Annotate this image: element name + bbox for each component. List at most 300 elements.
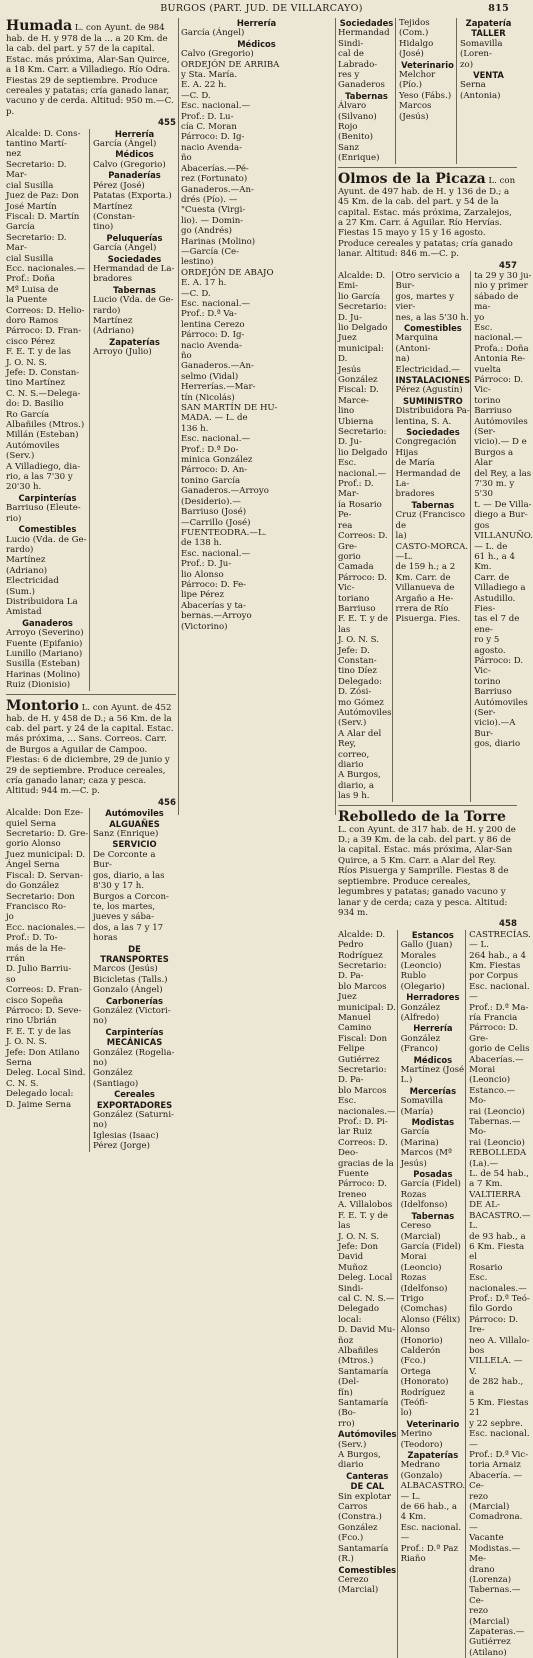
listing-line: F. E. T. y de las — [338, 1210, 388, 1232]
listing-line: Abacerías.—Pé- — [181, 163, 249, 174]
listing-line: Párroco: D. Seve- — [6, 1005, 82, 1016]
listing-line: tantino Martí- — [6, 139, 67, 150]
listing-line: Párroco: D. Ire- — [469, 1314, 518, 1336]
listing-line: García (Marina) — [400, 1127, 439, 1148]
listing-line: Prof.: D. Lu- — [181, 111, 234, 122]
listing-line: Cerezo (Marcial) — [338, 1574, 379, 1596]
listing-line: fín) — [338, 1387, 353, 1398]
listing-line: blo Marcos — [338, 981, 387, 992]
listing-line: Calvo (Gregorio) — [93, 159, 166, 170]
listing-line: 20'30 h. — [6, 482, 42, 493]
listing-line: Profa.: Doña — [474, 343, 529, 354]
listing-line: Martínez (Constan- — [93, 201, 136, 222]
listing-line: más de la He- — [6, 943, 66, 954]
listing-line: Delegado local: — [6, 1089, 74, 1100]
listing-line: Antonia Re- — [474, 354, 526, 365]
listing-line: Arroyo (Julio) — [93, 347, 152, 358]
listing-line: Tabernas — [411, 499, 455, 510]
listing-line: J. O. N. S. — [6, 1037, 47, 1048]
listing-line: Ortega (Honorato) — [400, 1366, 449, 1388]
listing-line: Manuel Camino — [338, 1012, 372, 1034]
listing-line: Trigo (Comchas) — [400, 1293, 448, 1315]
listing-line: (Serv.) — [338, 1439, 367, 1450]
listing-line: no) — [93, 1120, 108, 1131]
listing-line: E. A. 22 h. — [181, 80, 227, 91]
listing-line: Susilla (Esteban) — [6, 659, 81, 670]
listing-line: lo) — [400, 1408, 412, 1419]
listing-line: rio, a las 7'30 y — [6, 472, 73, 483]
listing-line: García (Ángel) — [181, 28, 245, 39]
page-header — [0, 3, 523, 17]
listing-line: Gallo (Juan) — [400, 940, 453, 951]
listing-line: cal C. N. S.— — [338, 1293, 395, 1304]
listing-line: Esc. nacional.— — [181, 298, 251, 309]
listing-line: Estanco.— Mo- — [469, 1085, 516, 1107]
listing-line: a 7 Km. — [469, 1179, 503, 1190]
listing-line: cal de Labrado- — [338, 49, 378, 70]
listing-line: Esc. nacional.— — [181, 548, 251, 559]
listing-line: Secretario: D. Gre- — [6, 829, 89, 840]
listing-line: SERVICIO — [112, 839, 157, 850]
listing-line: rezo (Marcial) — [469, 1491, 510, 1513]
listing-line: minica González — [181, 455, 253, 466]
listing-line: do: D. Basilio — [6, 399, 64, 410]
listing-line: no) — [93, 1016, 108, 1027]
listing-line: Prof.: D.ª Do- — [181, 444, 239, 455]
listing-line: Serna (Antonia) — [460, 80, 501, 101]
listing-line: García — [6, 222, 35, 233]
listing-line: drés (Pío). — — [181, 194, 238, 205]
listing-line: A. Villalobos — [338, 1200, 393, 1211]
listing-line: D. Julio Barriu- — [6, 964, 72, 975]
listing-line: Sanz (Enrique) — [93, 829, 159, 840]
listing-line: Correos: D. Deo- — [338, 1137, 388, 1159]
listing-line: toriano Barriuso — [338, 593, 376, 614]
listing-line: Prof.: D. To- — [6, 933, 58, 944]
listing-line: Alonso (Honorio) — [400, 1325, 443, 1346]
listing-line: García (Ángel) — [93, 139, 157, 150]
listing-line: Santamaría (Bo- — [338, 1398, 389, 1419]
listing-line: gorio Camada — [338, 551, 374, 573]
listing-line: lino Ubierna — [338, 406, 374, 427]
listing-line: Lucio (Vda. de Ge- — [6, 534, 87, 545]
listing-line: Santamaría (Del- — [338, 1366, 389, 1388]
listing-line: Electricidad (Sum.) — [6, 576, 59, 597]
listing-line: Zapaterías — [109, 336, 160, 347]
listing-line: gorio de Celis — [469, 1044, 530, 1055]
listing-line: Rozas (Idelfonso) — [400, 1189, 448, 1211]
listing-line: Carbonerías — [106, 995, 163, 1006]
listing-line: nez — [6, 149, 22, 160]
listing-line: Martínez (José L.) — [400, 1065, 465, 1086]
listing-line: SAN MARTÍN DE HU- — [181, 403, 278, 414]
listing-line: 136 h. — [181, 423, 209, 434]
listing-line: correo, diario — [338, 749, 370, 771]
listing-line: gos, martes y vier- — [395, 291, 455, 313]
listing-line: 8'30 y 17 h. — [93, 881, 145, 892]
listing-left — [6, 129, 89, 691]
listing-line: Ganaderos.—An- — [181, 361, 254, 372]
listing-line: blo Marcos — [338, 1085, 387, 1096]
listing-line: Iglesias (Isaac) — [93, 1130, 159, 1141]
listing-line: rai (Leoncio) — [469, 1106, 525, 1117]
listing-line: Rublo (Olegario) — [400, 971, 445, 992]
listing-line: VILLANUÑO.— L. de — [474, 531, 533, 552]
listing-line: C. N. S.—Delega- — [6, 388, 81, 399]
listing-line: Marcos (Mª Jesús) — [400, 1148, 452, 1169]
listing-line: Cruz (Francisco de — [395, 510, 466, 531]
listing-line: lipe Pérez — [181, 590, 225, 601]
listing-line: rai (Leoncio) — [469, 1137, 525, 1148]
listing-line: Yeso (Fábs.) — [399, 90, 452, 101]
listing-line: Comestibles — [338, 1564, 397, 1575]
listing-line: Millán (Esteban) — [6, 430, 79, 441]
listing-line: ría Francia — [469, 1012, 518, 1023]
listing-line: cisco Pérez — [6, 336, 55, 347]
listing-line: ta 29 y 30 ju- — [474, 270, 532, 281]
listing-line: VENTA — [473, 70, 504, 81]
listing-line: Tabernas — [345, 90, 388, 101]
listing-line: Autómoviles — [338, 1429, 397, 1440]
town-description: L. con Ayunt. de 497 hab. de H. y 136 de D.; a 45 Km. de la cab. del part. y 54 de la capital. Estac. más próxima, Zarzalejos, a 27 Km. Carr. á Aguilar. Río Hervías. Fiestas 15 mayo y 15 y 16 agosto. Produce cereales y patatas; cría ganado lanar. Altitud: 846 m.—C. p. — [338, 175, 516, 260]
listing-line: Secretario: D. Ju- — [338, 427, 387, 448]
listing-line: Cereso (Marcial) — [400, 1221, 441, 1242]
listing-line: Hidalgo (José) — [399, 38, 434, 60]
town-description: L. con Ayunt. de 984 hab. de H. y 978 de la ... a 20 Km. de la cab. del part. y 57 de la capital. Estac. más próxima, Alar-San Quirce, a 18 Km. Carr. a Villadiego. Río Odra. Fiestas 29 de septiembre. Produce cereales y patatas; cría ganado lanar, vacuno y de cerda. Altitud: 950 m.—C. p. — [6, 23, 174, 117]
listing-line: A Villadiego, dia- — [6, 461, 81, 472]
listing-line: Alcalde: Don Eze- — [6, 808, 83, 819]
listing-line: Correos: D. Gre- — [338, 531, 388, 552]
listing-line: lio Delgado — [338, 322, 388, 333]
listing-line: na) — [395, 354, 410, 365]
listing-line: Párroco: D. Ireneo — [338, 1179, 387, 1200]
listing-line: Secretario: D. Ju- — [338, 302, 387, 323]
listing-line: yo — [474, 312, 485, 323]
listing-line: Sociedades — [107, 253, 162, 264]
listing-line: la) — [395, 531, 407, 542]
listing-line: tas el 7 de ene- — [474, 614, 520, 635]
listing-line: so — [6, 974, 16, 985]
listing-line: jo — [6, 912, 14, 923]
listing-line: Mercerías — [409, 1085, 457, 1096]
listing-line: Patatas (Exporta.) — [93, 191, 172, 202]
listing-line: García (Fidel) — [400, 1179, 461, 1190]
listing-line: Carr. de — [474, 572, 510, 583]
listing-line: Autómoviles — [105, 808, 164, 819]
listing-line: Panaderías — [108, 170, 161, 181]
listing-line: Riaño — [400, 1554, 426, 1565]
listing-line: Rodríguez — [338, 950, 383, 961]
listing-line: rio) — [6, 513, 22, 524]
listing-line: selmo (Vidal) — [181, 371, 239, 382]
listing-line: Harinas (Molino) — [6, 669, 81, 680]
listing-line: de 66 hab., a — [400, 1502, 458, 1513]
listing-line: Barriuso (Eleute- — [6, 503, 81, 514]
listing-line: MECÁNICAS — [106, 1037, 163, 1048]
listing-line: F. E. T. y de las — [6, 347, 71, 358]
listing-line: Alcalde: D. Emi- — [338, 270, 386, 292]
column-middle — [181, 18, 332, 815]
listing-line: C. N. S. — [6, 1078, 39, 1089]
listing-line: Fuente (Epifanio) — [6, 638, 83, 649]
listing-line: gracias de la — [338, 1158, 394, 1169]
listing-line: ñoz — [338, 1335, 354, 1346]
listing-line: Rosario — [469, 1262, 503, 1273]
listing-line: SUMINISTRO — [403, 395, 463, 406]
listing-line: —C. D. — [181, 90, 211, 101]
listing-line: García (Ángel) — [93, 243, 157, 254]
listing-line: Lunillo (Mariano) — [6, 648, 83, 659]
listing-line: Juez municipal: D. — [6, 849, 86, 860]
listing-line: go (Andrés) — [181, 226, 232, 237]
listing-line: mo Gómez — [338, 697, 384, 708]
listing-line: TALLER — [471, 28, 506, 39]
listing-line: Fuente — [338, 1169, 369, 1180]
listing-line: de 93 hab., a — [469, 1231, 526, 1242]
listing-line: las 9 h. — [338, 791, 370, 802]
listing-line: bernas.—Arroyo — [181, 611, 252, 622]
listing-line: —C. D. — [181, 288, 211, 299]
listing-line: Albañiles (Mtros.) — [338, 1345, 379, 1367]
listing-line: Secretario: D. Mar- — [6, 159, 67, 181]
listing-line: González (Fco.) — [338, 1522, 378, 1544]
listing-line: Electricidad.— — [395, 364, 460, 375]
listing-line: L. de 54 hab., — [469, 1169, 529, 1180]
listing-line: Jefe: D. Constan- — [338, 645, 377, 666]
listing-line: Gonzalo (Ángel) — [93, 985, 163, 996]
listing-line: E. A. 17 h. — [181, 278, 227, 289]
listing-line: Esc. nacional.— — [400, 1522, 462, 1544]
listing-line: Congregación Hijas — [395, 437, 457, 458]
listing-line: Párroco: D. Vic- — [474, 655, 524, 677]
listing-line: Pérez (Agustín) — [395, 385, 463, 396]
listing-line: torino Barriuso — [474, 395, 512, 417]
listing-line: J. O. N. S. — [338, 635, 379, 646]
listing-line: Esc. nacionales.— — [338, 1096, 396, 1117]
listing-line: rez (Fortunato) — [181, 174, 248, 185]
listing-line: Ro García — [6, 409, 50, 420]
listing-line: A Alar del Rey, — [338, 728, 382, 750]
listing-line: Albañiles (Mtros.) — [6, 420, 85, 431]
listing-top-right — [456, 18, 517, 164]
listing-line: rro) — [338, 1418, 355, 1429]
listing-line: tín (Nicolás) — [181, 392, 235, 403]
page-number: 815 — [488, 3, 509, 14]
listing-line: BACASTRO.—L. — [469, 1210, 531, 1232]
listing-line: Zapaterías — [407, 1450, 459, 1461]
listing-line: García (Fidel) — [400, 1241, 461, 1252]
listing-line: ño — [181, 351, 192, 361]
listing-line: Fiscal: D. Martín — [6, 211, 80, 222]
listing-line: Prof.: D.ª Teó- — [469, 1293, 530, 1304]
listing-line: Sanz (Enrique) — [338, 142, 380, 164]
listing-line: Correos: D. Helio- — [6, 305, 85, 316]
listing-left — [338, 271, 392, 802]
listing-line: Delegado: D. Zósi- — [338, 676, 383, 698]
listing-line: Herrerías.—Mar- — [181, 382, 256, 393]
listing-line: cial Susilla — [6, 253, 54, 264]
listing-line: Prof.: D. Ju- — [181, 559, 232, 570]
listing-line: CASTRECÍAS. — L. — [469, 929, 531, 951]
listing-line: Rozas (Idelfonso) — [400, 1273, 448, 1294]
listing-line: Prof.: Doña — [6, 274, 56, 285]
column-left — [6, 18, 176, 1152]
listing-line: Abacerías y ta- — [181, 600, 246, 611]
listing-line: González (Victori- — [93, 1005, 171, 1016]
listing-line: Juez municipal: D. — [338, 992, 396, 1013]
listing-line: Párroco: D. Fe- — [181, 579, 247, 590]
listing-line: Fiscal: D. Servan- — [6, 870, 83, 881]
listing-line: Esc. nacional.— — [338, 458, 387, 479]
listing-line: González (Franco) — [400, 1033, 441, 1055]
listing-line: rrera de Río — [395, 603, 449, 614]
entry-separator — [338, 167, 517, 168]
listing-line: Deleg. Local Sind. — [6, 1068, 86, 1079]
listing-line: tino) — [93, 222, 114, 233]
listing-line: res y Ganaderos — [338, 70, 385, 91]
listing-line: Esc. nacional.— — [469, 981, 530, 1003]
listing-line: Merino (Teodoro) — [400, 1429, 443, 1450]
listing-line: Prof.: D.ª Paz — [400, 1543, 459, 1554]
reference-number: 458 — [499, 919, 517, 930]
listing-line: Jefe: D. Constan- — [6, 368, 80, 378]
listing-grid — [338, 929, 531, 1658]
listing-line: EXPORTADORES — [96, 1099, 173, 1110]
listing-line: Tabernas — [411, 1210, 455, 1221]
listing-line: ORDEJÓN DE ABAJO — [181, 267, 274, 278]
listing-line: rrán — [6, 953, 25, 964]
listing-line: torino Barriuso — [474, 676, 512, 698]
listing-line: Somavilla (María) — [400, 1096, 444, 1117]
listing-line: 264 hab., a 4 — [469, 950, 526, 961]
listing-line: rea — [338, 520, 353, 531]
listing-line: Párroco: D. Gre- — [469, 1023, 518, 1044]
listing-line: por Corpus — [469, 971, 518, 982]
listing-line: Villanueva de — [395, 583, 455, 594]
listing-line: Médicos — [115, 149, 154, 160]
listing-line: cial Susilla — [6, 180, 54, 191]
listing-line: nacio Avenda- — [181, 340, 242, 351]
listing-line: Herradores — [406, 992, 460, 1003]
listing-line: diego a Bur- — [474, 510, 528, 521]
listing-grid-top — [338, 18, 517, 164]
listing-line: Juez municipal: D. — [338, 333, 384, 365]
listing-line: Juez de Paz: Don — [6, 191, 79, 202]
listing-line: González (Alfredo) — [400, 1002, 441, 1023]
listing-line: Esc. nacional.— — [469, 1429, 530, 1450]
listing-line: J. O. N. S. — [338, 1231, 379, 1242]
listing-top-left — [338, 18, 395, 164]
listing-line: Marquina (Antoni- — [395, 333, 439, 354]
listing-line: CASTO-MORCA.—L. — [395, 541, 469, 562]
listing-line: Martínez (Adriano) — [6, 555, 48, 576]
listing-line: Melchor (Pío.) — [399, 70, 436, 91]
listing-line: Barriuso (José) — [181, 507, 247, 518]
listing-line: Abacería. — Ce- — [469, 1470, 522, 1492]
town-name: Olmos de la Picaza — [338, 170, 486, 187]
listing-line: nes, a las 5'30 h. — [395, 312, 469, 323]
listing-line: Lucio (Vda. de Ge- — [93, 295, 174, 306]
town-name: Montorio — [6, 697, 79, 714]
listing-line: Estancos — [411, 929, 454, 940]
listing-line: tino Díez — [338, 666, 377, 677]
listing-line: Carpinterías — [18, 492, 77, 503]
listing-line: Secretario: Don — [6, 891, 75, 902]
listing-line: t. — De Villa- — [474, 499, 532, 510]
listing-line: Autómoviles (Serv.) — [6, 440, 60, 462]
listing-line: A Burgos, diario, a — [338, 770, 381, 791]
listing-line: Bicicletas (Talls.) — [93, 974, 168, 985]
listing-line: del Rey, a las — [474, 468, 532, 479]
listing-left — [338, 930, 397, 1658]
running-header-title: BURGOS (PART. JUD. DE VILLARCAYO) — [160, 3, 363, 14]
listing-line: Ruiz (Dionisio) — [6, 680, 71, 691]
listing-line: Argaño a He- — [395, 593, 454, 604]
listing-line: te, los martes, — [93, 901, 156, 912]
listing-line: jueves y sába- — [93, 912, 155, 923]
listing-line: D. David Mu- — [338, 1325, 396, 1336]
listing-line: la Puente — [6, 295, 48, 306]
listing-line: Ecc. nacionales.— — [6, 922, 85, 933]
listing-line: (Desiderio).— — [181, 496, 241, 507]
listing-line: Peluquerías — [106, 232, 163, 243]
listing-line: 6 Km. Fiesta el — [469, 1241, 525, 1263]
listing-line: Ecc. nacionales.— — [6, 263, 85, 274]
listing-line: Comestibles — [18, 524, 77, 535]
listing-line: Somavilla (Loren- — [460, 38, 503, 60]
listing-line: Hermandad de La- — [93, 263, 175, 274]
listing-line: Burgos a Alar — [474, 447, 514, 469]
listing-line: Fiscal: D. Marce- — [338, 385, 379, 406]
listing-line: nio y primer — [474, 281, 528, 292]
listing-line: Calvo (Gregorio) — [181, 49, 254, 60]
listing-line: De Corconte a Bur- — [93, 849, 156, 871]
listing-line: Hermandad de La- — [395, 468, 461, 490]
listing-line: gos, diario, a las — [93, 870, 165, 881]
listing-line: VALTIERRA DE AL- — [469, 1189, 521, 1211]
listing-line: Prof.: D.ª Vic- — [469, 1450, 529, 1461]
listing-line: José Martín — [6, 201, 57, 212]
listing-line: Distribuidora Pa- — [395, 406, 470, 417]
listing-line: Martínez (Adriano) — [93, 315, 135, 337]
listing-mid — [89, 808, 176, 1151]
listing-line: Villadiego a — [474, 583, 526, 594]
listing-line: y 22 sepbre. — [469, 1418, 523, 1429]
listing-line: Calderón (Fco.) — [400, 1345, 441, 1367]
listing-line: Jesús González — [338, 364, 378, 385]
entry-montorio — [6, 698, 176, 797]
listing-line: Sociedades — [339, 18, 394, 28]
listing-line: Esc. nacional.— — [181, 434, 251, 445]
listing-line: horas — [93, 933, 118, 944]
listing-line: VILLELA. — V. — [469, 1356, 523, 1377]
listing-line: Gutiérrez — [338, 1054, 380, 1065]
listing-line: doro Ramos — [6, 315, 59, 326]
listing-line: Carros (Constra.) — [338, 1502, 382, 1523]
listing-line: tino Martínez — [6, 378, 66, 389]
listing-line: —Carrillo (José) — [181, 517, 251, 528]
listing-line: Marcos (Jesús) — [399, 101, 432, 122]
listing-line: Herrería — [413, 1023, 453, 1034]
listing-line: Párroco: D. Fran- — [6, 326, 82, 337]
listing-line: lestino) — [181, 257, 214, 268]
listing-line: tonino García — [181, 475, 241, 486]
listing-line: Km. Fiestas — [469, 960, 521, 971]
listing-line: Prof.: D. Pi- — [338, 1117, 388, 1128]
listing-line: neo A. Villalo- — [469, 1335, 530, 1346]
listing-line: Modistas.— Me- — [469, 1543, 521, 1565]
listing-line: Médicos — [237, 38, 276, 49]
